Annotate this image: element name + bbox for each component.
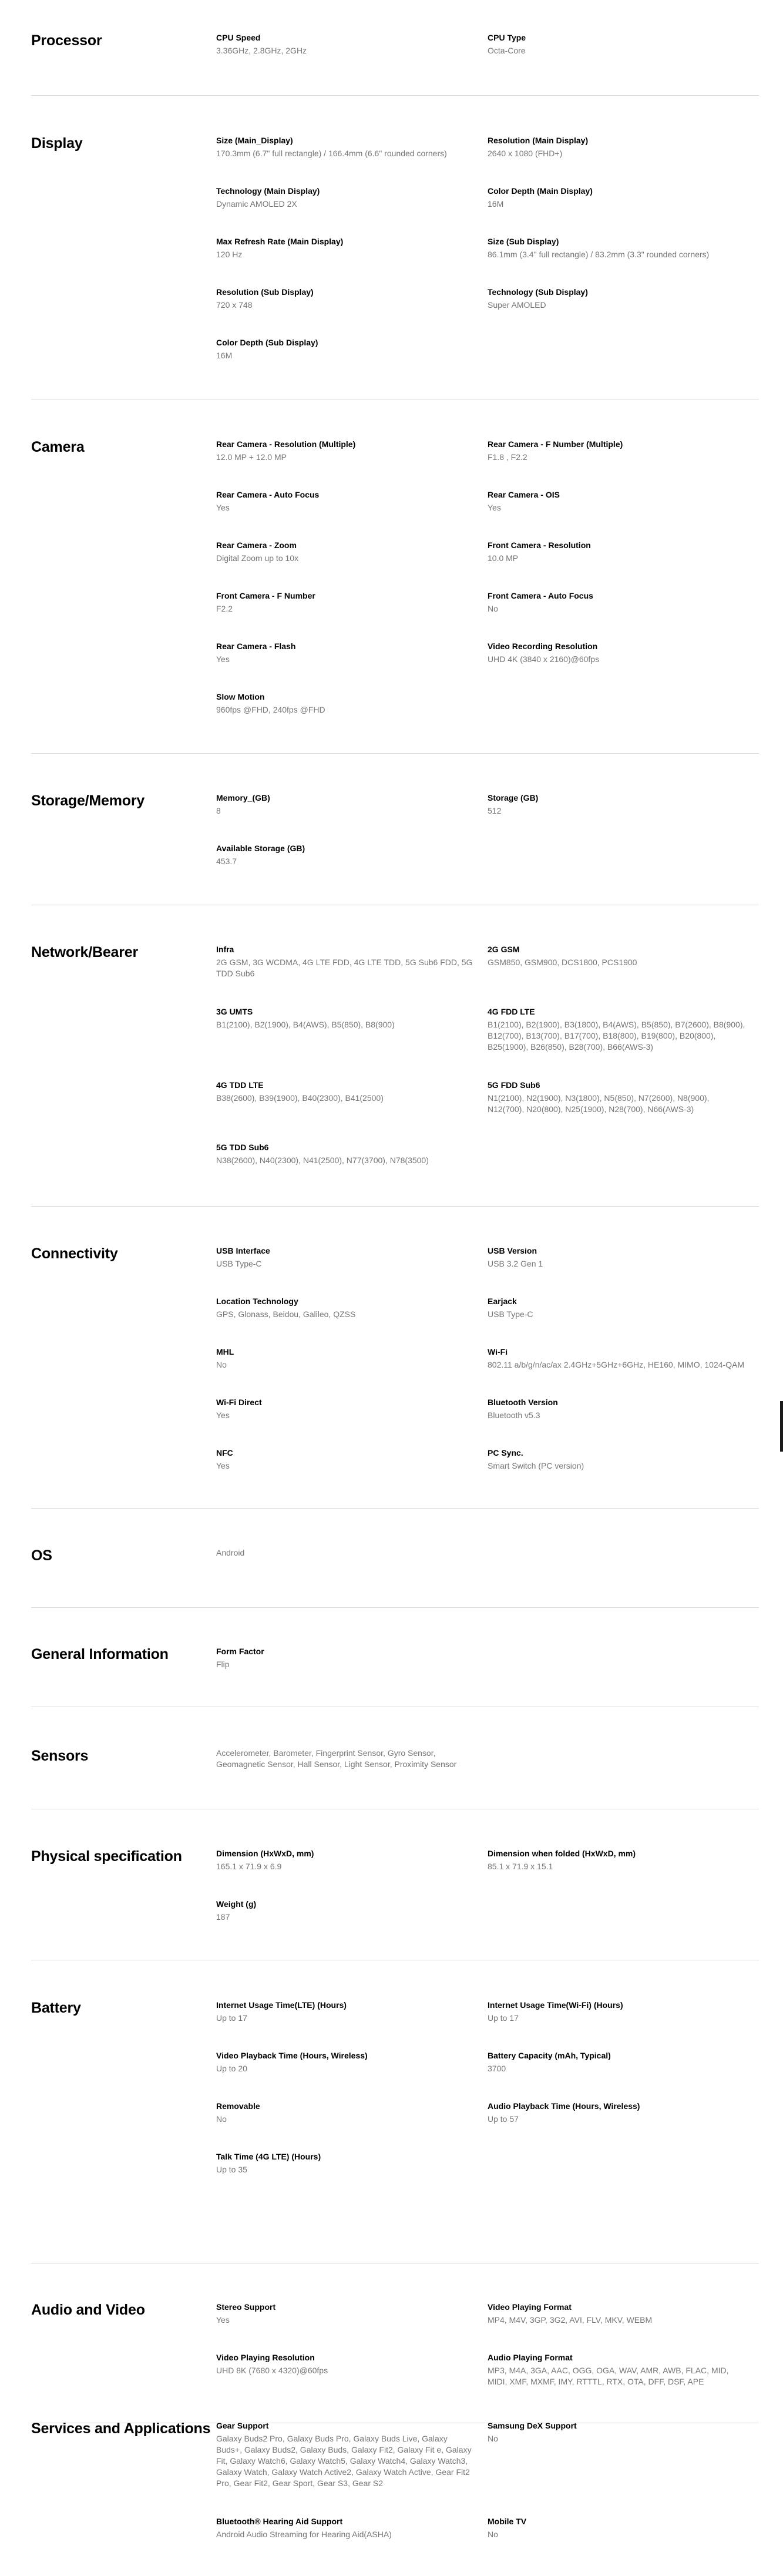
spec-value: B38(2600), B39(1900), B40(2300), B41(2500) bbox=[216, 1093, 384, 1103]
section-title: Sensors bbox=[31, 1748, 89, 1764]
spec-label: Location Technology bbox=[216, 1297, 298, 1306]
spec-label: Storage (GB) bbox=[488, 793, 539, 802]
spec-value: Up to 20 bbox=[216, 2064, 247, 2073]
spec-label: NFC bbox=[216, 1448, 233, 1457]
spec-label: Rear Camera - Resolution (Multiple) bbox=[216, 439, 356, 449]
spec-label: Battery Capacity (mAh, Typical) bbox=[488, 2051, 611, 2060]
spec-label: Bluetooth® Hearing Aid Support bbox=[216, 2517, 343, 2526]
spec-value: UHD 8K (7680 x 4320)@60fps bbox=[216, 2366, 328, 2375]
section-title: Physical specification bbox=[31, 1848, 182, 1865]
spec-item bbox=[216, 186, 475, 210]
spec-item bbox=[216, 1142, 475, 1166]
section-title: Connectivity bbox=[31, 1245, 118, 1262]
spec-value: Octa-Core bbox=[488, 46, 526, 55]
spec-value: Yes bbox=[216, 1410, 230, 1420]
spec-label: Audio Playback Time (Hours, Wireless) bbox=[488, 2101, 640, 2111]
spec-value: Up to 57 bbox=[488, 2114, 519, 2124]
section-display bbox=[31, 135, 759, 399]
spec-item bbox=[216, 337, 475, 361]
spec-value: N38(2600), N40(2300), N41(2500), N77(3700), N78(3500) bbox=[216, 1156, 429, 1165]
spec-item bbox=[216, 1245, 475, 1269]
spec-value: No bbox=[488, 604, 498, 613]
spec-item bbox=[216, 540, 475, 564]
section-physical-specification bbox=[31, 1848, 759, 1960]
spec-label: Infra bbox=[216, 945, 234, 954]
spec-label: Resolution (Sub Display) bbox=[216, 287, 314, 297]
spec-label: Removable bbox=[216, 2101, 260, 2111]
spec-item bbox=[488, 1346, 764, 1371]
spec-item bbox=[488, 1447, 746, 1472]
spec-item bbox=[216, 2302, 475, 2326]
spec-value: Android Audio Streaming for Hearing Aid(ASHA) bbox=[216, 2530, 392, 2539]
spec-item bbox=[488, 590, 746, 614]
spec-label: 4G FDD LTE bbox=[488, 1007, 535, 1016]
spec-value: 16M bbox=[216, 351, 233, 360]
spec-item bbox=[488, 489, 746, 513]
spec-label: Wi-Fi Direct bbox=[216, 1398, 262, 1407]
spec-item bbox=[216, 2420, 475, 2489]
spec-label: Internet Usage Time(LTE) (Hours) bbox=[216, 2000, 347, 2010]
spec-item bbox=[488, 439, 746, 463]
spec-item bbox=[216, 2516, 475, 2540]
spec-value: 453.7 bbox=[216, 857, 237, 866]
spec-value: Yes bbox=[216, 503, 230, 512]
spec-value: Yes bbox=[216, 1461, 230, 1470]
spec-label: 5G TDD Sub6 bbox=[216, 1143, 269, 1152]
spec-label: Max Refresh Rate (Main Display) bbox=[216, 237, 344, 246]
section-battery bbox=[31, 2000, 759, 2263]
spec-value: 187 bbox=[216, 1912, 230, 1922]
spec-value: Digital Zoom up to 10x bbox=[216, 553, 299, 563]
spec-item bbox=[216, 2101, 475, 2125]
section-title: Audio and Video bbox=[31, 2302, 145, 2318]
spec-item bbox=[216, 2050, 475, 2074]
spec-value: Flip bbox=[216, 1660, 230, 1669]
spec-value: MP4, M4V, 3GP, 3G2, AVI, FLV, MKV, WEBM bbox=[488, 2315, 653, 2325]
spec-label: Rear Camera - F Number (Multiple) bbox=[488, 439, 623, 449]
spec-label: Front Camera - F Number bbox=[216, 591, 315, 600]
spec-item bbox=[488, 135, 746, 159]
spec-item bbox=[216, 1346, 475, 1371]
spec-label: Color Depth (Sub Display) bbox=[216, 338, 318, 347]
spec-value: No bbox=[488, 2530, 498, 2539]
spec-label: USB Interface bbox=[216, 1246, 270, 1255]
spec-label: 4G TDD LTE bbox=[216, 1080, 264, 1090]
spec-value: Super AMOLED bbox=[488, 300, 546, 310]
spec-label: Video Playing Format bbox=[488, 2302, 572, 2312]
spec-label: Stereo Support bbox=[216, 2302, 276, 2312]
spec-label: Resolution (Main Display) bbox=[488, 136, 589, 145]
spec-label: Color Depth (Main Display) bbox=[488, 186, 593, 196]
spec-label: Samsung DeX Support bbox=[488, 2421, 577, 2430]
spec-value: F2.2 bbox=[216, 604, 233, 613]
spec-value: B1(2100), B2(1900), B4(AWS), B5(850), B8(900) bbox=[216, 1020, 395, 1029]
spec-value: Accelerometer, Barometer, Fingerprint Sensor, Gyro Sensor, Geomagnetic Sensor, Hall Sensor, Light Sensor, Proximity Sensor bbox=[216, 1748, 457, 1769]
spec-label: Size (Sub Display) bbox=[488, 237, 559, 246]
spec-label: Video Playing Resolution bbox=[216, 2353, 315, 2362]
spec-item bbox=[216, 489, 475, 513]
spec-label: Rear Camera - Auto Focus bbox=[216, 490, 320, 499]
spec-label: Mobile TV bbox=[488, 2517, 527, 2526]
spec-item bbox=[488, 2516, 746, 2540]
spec-label: Available Storage (GB) bbox=[216, 844, 305, 853]
spec-label: Talk Time (4G LTE) (Hours) bbox=[216, 2152, 321, 2161]
spec-value: Android bbox=[216, 1548, 245, 1557]
spec-value: 3.36GHz, 2.8GHz, 2GHz bbox=[216, 46, 307, 55]
spec-value: GPS, Glonass, Beidou, Galileo, QZSS bbox=[216, 1309, 356, 1319]
spec-label: USB Version bbox=[488, 1246, 537, 1255]
spec-item bbox=[488, 1397, 746, 1421]
spec-value: MP3, M4A, 3GA, AAC, OGG, OGA, WAV, AMR, AWB, FLAC, MID, MIDI, XMF, MXMF, IMY, RTTTL, RTX, OTA, DFF, DSF, APE bbox=[488, 2366, 729, 2386]
section-network-bearer bbox=[31, 944, 759, 1207]
section-sensors bbox=[31, 1748, 759, 1809]
spec-label: Rear Camera - OIS bbox=[488, 490, 560, 499]
spec-item bbox=[488, 236, 746, 260]
spec-value: 12.0 MP + 12.0 MP bbox=[216, 452, 287, 462]
spec-value: F1.8 , F2.2 bbox=[488, 452, 527, 462]
spec-item bbox=[488, 944, 746, 968]
spec-item bbox=[216, 135, 475, 159]
spec-item bbox=[488, 1006, 746, 1053]
spec-item bbox=[216, 1547, 475, 1559]
spec-item bbox=[216, 1447, 475, 1472]
spec-value: 3700 bbox=[488, 2064, 506, 2073]
spec-label: Video Recording Resolution bbox=[488, 642, 598, 651]
scrollbar-thumb[interactable] bbox=[780, 1401, 783, 1452]
spec-item bbox=[488, 1848, 746, 1872]
spec-label: Dimension (HxWxD, mm) bbox=[216, 1849, 314, 1858]
spec-value: Yes bbox=[216, 654, 230, 664]
spec-item bbox=[488, 1080, 746, 1115]
spec-value: 2640 x 1080 (FHD+) bbox=[488, 149, 563, 158]
spec-item bbox=[488, 2050, 746, 2074]
spec-item bbox=[216, 1899, 475, 1923]
spec-label: MHL bbox=[216, 1347, 234, 1356]
spec-label: Front Camera - Resolution bbox=[488, 540, 591, 550]
spec-value: 16M bbox=[488, 199, 504, 209]
spec-label: 5G FDD Sub6 bbox=[488, 1080, 540, 1090]
spec-item bbox=[488, 1296, 746, 1320]
spec-label: PC Sync. bbox=[488, 1448, 523, 1457]
spec-label: Gear Support bbox=[216, 2421, 269, 2430]
spec-value: B1(2100), B2(1900), B3(1800), B4(AWS), B5(850), B7(2600), B8(900), B12(700), B13(700), B17(700), B18(800), B19(800), B20(800), B25(1900), B26(850), B28(700), B66(AWS-3) bbox=[488, 1020, 745, 1052]
spec-label: Technology (Main Display) bbox=[216, 186, 320, 196]
spec-item bbox=[216, 439, 475, 463]
spec-label: Size (Main_Display) bbox=[216, 136, 293, 145]
spec-value: USB 3.2 Gen 1 bbox=[488, 1259, 543, 1268]
spec-item bbox=[216, 1748, 475, 1770]
spec-item bbox=[216, 287, 475, 311]
spec-item bbox=[488, 287, 746, 311]
spec-label: Internet Usage Time(Wi-Fi) (Hours) bbox=[488, 2000, 623, 2010]
spec-value: 165.1 x 71.9 x 6.9 bbox=[216, 1862, 282, 1871]
spec-value: Up to 17 bbox=[488, 2013, 519, 2023]
spec-value: USB Type-C bbox=[488, 1309, 533, 1319]
spec-value: N1(2100), N2(1900), N3(1800), N5(850), N7(2600), N8(900), N12(700), N20(800), N25(1900), N28(700), N66(AWS-3) bbox=[488, 1093, 710, 1114]
spec-label: Rear Camera - Zoom bbox=[216, 540, 297, 550]
spec-item bbox=[216, 944, 475, 979]
spec-value: 10.0 MP bbox=[488, 553, 519, 563]
section-processor bbox=[31, 32, 759, 96]
spec-item bbox=[216, 641, 475, 665]
spec-item bbox=[488, 186, 746, 210]
spec-value: Up to 17 bbox=[216, 2013, 247, 2023]
section-title: Network/Bearer bbox=[31, 944, 139, 960]
spec-value: Galaxy Buds2 Pro, Galaxy Buds Pro, Galaxy Buds Live, Galaxy Buds+, Galaxy Buds2, Galaxy Buds, Galaxy Fit2, Galaxy Fit e, Galaxy Fit, Galaxy Watch6, Galaxy Watch5, Galaxy Watch4, Galaxy Watch3, Galaxy Watch, Galaxy Watch Active2, Galaxy Watch Active, Gear Fit2 Pro, Gear Fit2, Gear Sport, Gear S3, Gear S2 bbox=[216, 2434, 472, 2488]
spec-value: 8 bbox=[216, 806, 221, 815]
spec-item bbox=[488, 2000, 746, 2024]
spec-item bbox=[488, 2101, 746, 2125]
spec-item bbox=[488, 32, 746, 56]
spec-item bbox=[216, 1006, 475, 1030]
spec-item bbox=[488, 792, 746, 817]
section-title: OS bbox=[31, 1547, 52, 1564]
spec-item bbox=[488, 540, 746, 564]
spec-value: 960fps @FHD, 240fps @FHD bbox=[216, 705, 325, 714]
section-connectivity bbox=[31, 1245, 759, 1509]
spec-item bbox=[216, 1296, 475, 1320]
section-title: Battery bbox=[31, 2000, 81, 2016]
spec-label: Memory_(GB) bbox=[216, 793, 270, 802]
spec-item bbox=[488, 1245, 746, 1269]
spec-label: CPU Type bbox=[488, 33, 526, 42]
spec-item bbox=[216, 843, 475, 867]
spec-item bbox=[216, 1080, 475, 1104]
section-os bbox=[31, 1547, 759, 1608]
spec-label: Video Playback Time (Hours, Wireless) bbox=[216, 2051, 368, 2060]
section-title: General Information bbox=[31, 1646, 169, 1663]
spec-value: Bluetooth v5.3 bbox=[488, 1410, 540, 1420]
section-storage-memory bbox=[31, 792, 759, 905]
spec-value: 170.3mm (6.7" full rectangle) / 166.4mm (6.6" rounded corners) bbox=[216, 149, 447, 158]
spec-value: Smart Switch (PC version) bbox=[488, 1461, 584, 1470]
spec-value: Yes bbox=[488, 503, 501, 512]
spec-value: GSM850, GSM900, DCS1800, PCS1900 bbox=[488, 958, 637, 967]
section-title: Camera bbox=[31, 439, 85, 455]
spec-item bbox=[216, 236, 475, 260]
spec-value: 802.11 a/b/g/n/ac/ax 2.4GHz+5GHz+6GHz, HE160, MIMO, 1024-QAM bbox=[488, 1360, 745, 1369]
spec-label: Wi-Fi bbox=[488, 1347, 508, 1356]
section-title: Services and Applications bbox=[31, 2420, 211, 2437]
spec-item bbox=[216, 2000, 475, 2024]
spec-value: 2G GSM, 3G WCDMA, 4G LTE FDD, 4G LTE TDD, 5G Sub6 FDD, 5G TDD Sub6 bbox=[216, 958, 473, 978]
spec-value: USB Type-C bbox=[216, 1259, 262, 1268]
spec-value: UHD 4K (3840 x 2160)@60fps bbox=[488, 654, 600, 664]
spec-label: 2G GSM bbox=[488, 945, 520, 954]
spec-item bbox=[216, 2352, 475, 2376]
spec-label: Slow Motion bbox=[216, 692, 265, 701]
spec-item bbox=[216, 32, 475, 56]
spec-item bbox=[488, 2352, 746, 2387]
section-title: Processor bbox=[31, 32, 102, 49]
spec-label: Form Factor bbox=[216, 1647, 264, 1656]
spec-value: Dynamic AMOLED 2X bbox=[216, 199, 297, 209]
section-title: Display bbox=[31, 135, 83, 152]
spec-label: Audio Playing Format bbox=[488, 2353, 573, 2362]
spec-value: No bbox=[216, 1360, 227, 1369]
spec-item bbox=[216, 1848, 475, 1872]
section-camera bbox=[31, 439, 759, 754]
spec-label: 3G UMTS bbox=[216, 1007, 253, 1016]
spec-value: Up to 35 bbox=[216, 2165, 247, 2174]
spec-label: Rear Camera - Flash bbox=[216, 642, 296, 651]
spec-label: Technology (Sub Display) bbox=[488, 287, 588, 297]
spec-label: Dimension when folded (HxWxD, mm) bbox=[488, 1849, 636, 1858]
spec-value: Yes bbox=[216, 2315, 230, 2325]
spec-item bbox=[216, 2151, 475, 2175]
spec-value: 720 x 748 bbox=[216, 300, 253, 310]
spec-value: 512 bbox=[488, 806, 502, 815]
section-title: Storage/Memory bbox=[31, 792, 145, 809]
section-general-information bbox=[31, 1646, 759, 1707]
spec-item bbox=[216, 590, 475, 614]
spec-item bbox=[216, 792, 475, 817]
spec-value: No bbox=[216, 2114, 227, 2124]
spec-label: CPU Speed bbox=[216, 33, 261, 42]
spec-item bbox=[488, 641, 746, 665]
section-services-and-applications bbox=[31, 2420, 759, 2576]
spec-label: Front Camera - Auto Focus bbox=[488, 591, 593, 600]
spec-item bbox=[488, 2302, 746, 2326]
spec-label: Weight (g) bbox=[216, 1899, 257, 1909]
spec-item bbox=[216, 691, 475, 716]
spec-item bbox=[216, 1646, 475, 1670]
section-audio-and-video bbox=[31, 2302, 759, 2423]
spec-label: Bluetooth Version bbox=[488, 1398, 558, 1407]
spec-value: No bbox=[488, 2434, 498, 2443]
spec-value: 85.1 x 71.9 x 15.1 bbox=[488, 1862, 553, 1871]
spec-label: Earjack bbox=[488, 1297, 517, 1306]
spec-item bbox=[488, 2420, 746, 2444]
spec-item bbox=[216, 1397, 475, 1421]
spec-value: 86.1mm (3.4" full rectangle) / 83.2mm (3.3" rounded corners) bbox=[488, 250, 710, 259]
spec-value: 120 Hz bbox=[216, 250, 243, 259]
